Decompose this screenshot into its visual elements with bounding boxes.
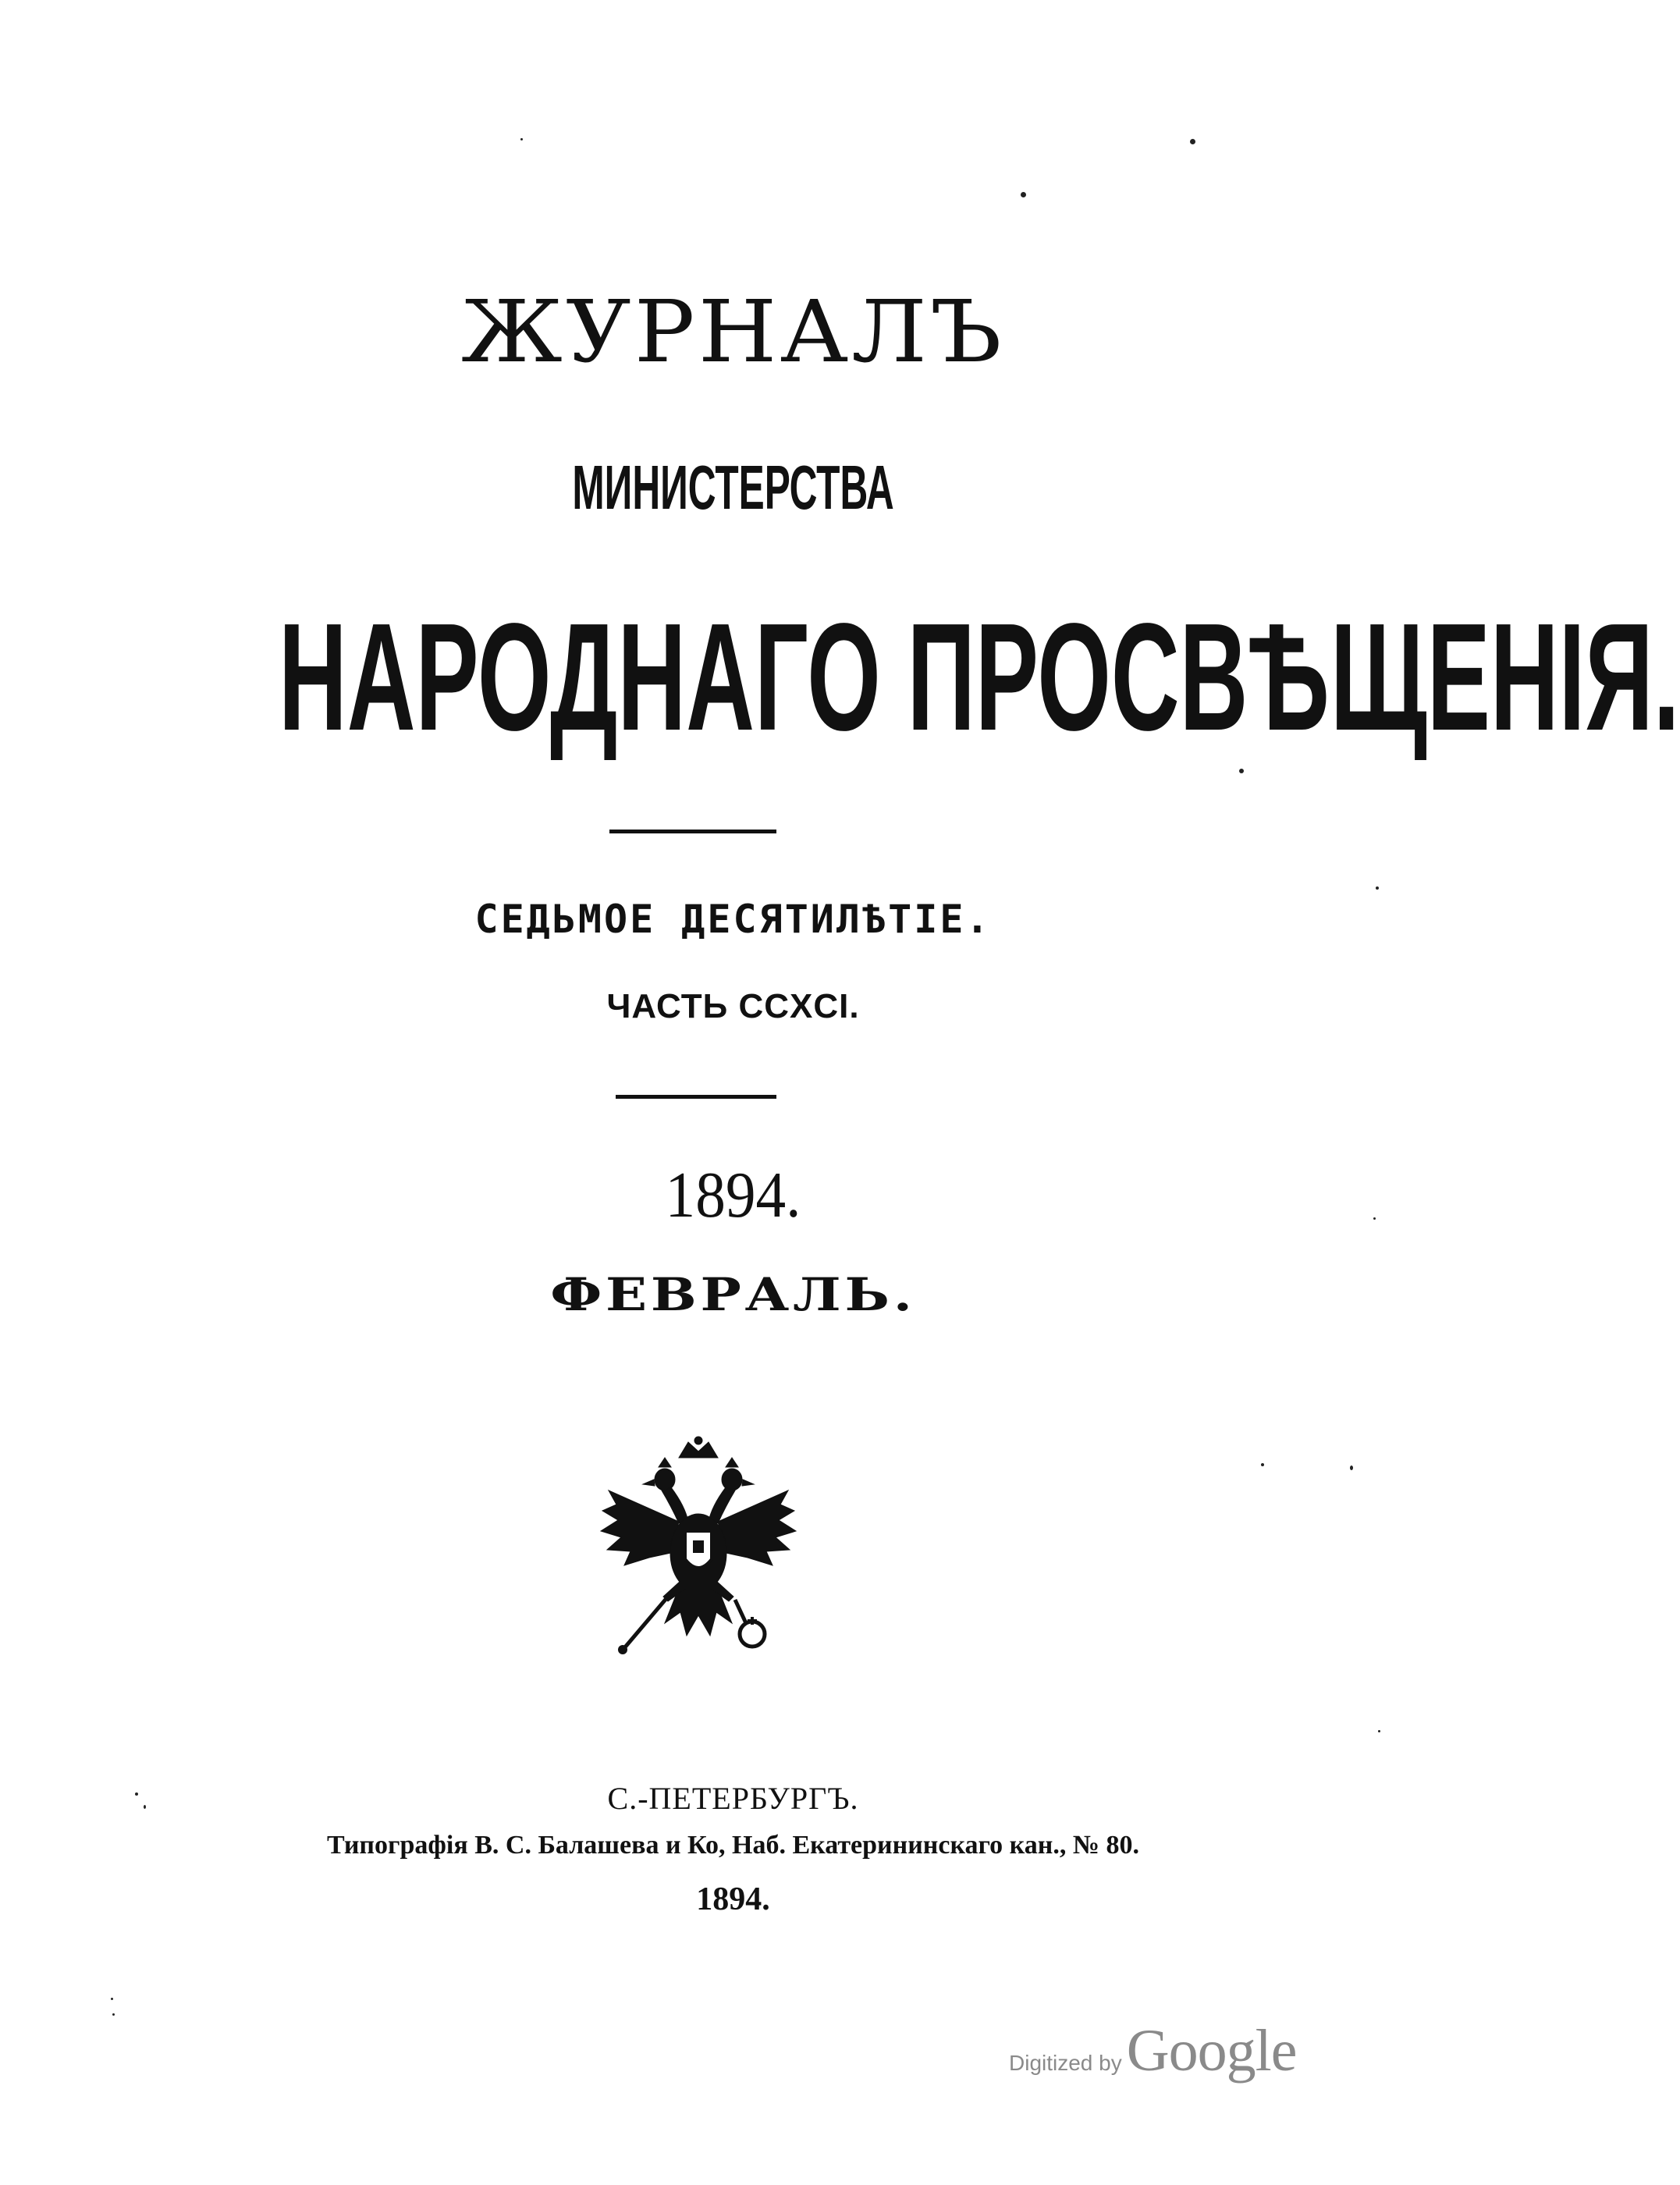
scan-speck [1373, 1217, 1376, 1220]
scan-speck [135, 1792, 138, 1796]
divider-top [609, 830, 776, 833]
subject-line: НАРОДНАГО ПРОСВѢЩЕНІЯ. [279, 592, 1680, 762]
scan-speck [520, 138, 523, 140]
scan-speck [1021, 192, 1026, 197]
imprint-year: 1894. [696, 1881, 770, 1917]
google-logo: Google [1126, 2018, 1297, 2084]
issue-month: ФЕВРАЛЬ. [550, 1268, 916, 1321]
imprint-city: С.-ПЕТЕРБУРГЪ. [607, 1781, 859, 1816]
scan-speck [1261, 1463, 1264, 1466]
scan-speck [1239, 769, 1244, 773]
journal-title: ЖУРНАЛЪ [461, 282, 1005, 382]
watermark-prefix: Digitized by [1009, 2051, 1122, 2075]
scan-speck [144, 1805, 146, 1809]
imprint-press: Типографія В. С. Балашева и Ко, Наб. Екатерининскаго кан., № 80. [327, 1831, 1139, 1860]
scan-speck [1378, 1730, 1380, 1732]
part-line: ЧАСТЬ CCXCI. [606, 987, 860, 1025]
scan-speck [1376, 886, 1379, 890]
decade-line: СЕДЬМОЕ ДЕСЯТИЛѢТІЕ. [474, 897, 992, 942]
scan-speck [1190, 139, 1195, 144]
double-headed-eagle-icon [593, 1436, 804, 1662]
issue-year: 1894. [665, 1159, 801, 1231]
scan-speck [111, 1998, 113, 2000]
digitized-watermark [1009, 2017, 1296, 2087]
divider-bottom [616, 1095, 776, 1099]
scan-speck [1350, 1466, 1353, 1470]
ministry-line: МИНИСТЕРСТВА [572, 453, 894, 522]
scan-speck [112, 2013, 115, 2016]
